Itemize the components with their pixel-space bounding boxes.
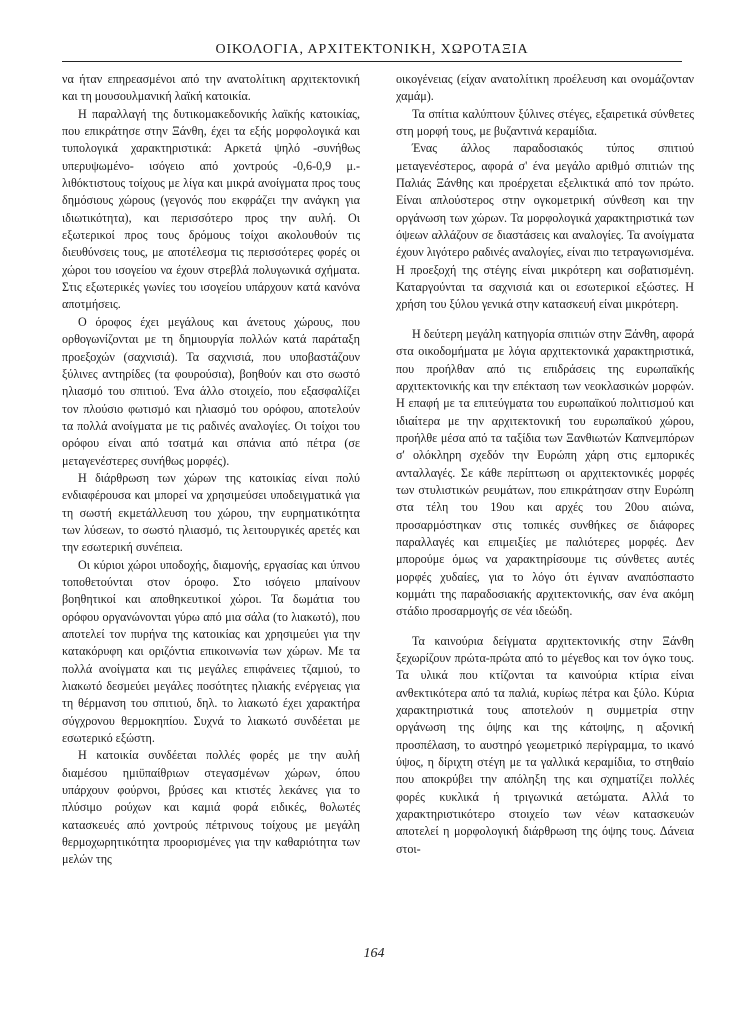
right-column (396, 71, 694, 858)
paragraph: Η δεύτερη μεγάλη κατηγορία σπιτιών στην Ξάνθη, αφορά στα οικοδομήματα με λόγια αρχιτεκτονικά χαρακτηριστικά, που προήλθαν από τις επιδράσεις της ευρωπαϊκής αρχιτεκτονικής και την επέκταση των νεοκλασικών μορφών. Η επαφή με τα επιτεύγματα του ευρωπαϊκού πολιτισμού και ιδιαίτερα με την αρχιτεκτονική του ευρωπαϊκού χώρου, προήλθε μέσα από τα ταξίδια των Ξανθιωτών Καπνεμπόρων σ' ολόκληρη σχεδόν την Ευρώπη χάρη στις εμπορικές ανταλλαγές. Σε κάθε περίπτωση οι αρχιτεκτονικές μορφές των στυλιστικών ρευμάτων, που επικράτησαν στην Ευρώπη στα τέλη του 19ου και αρχές του 20ου αιώνα, προσαρμόστηκαν στις τοπικές συνθήκες σε διάφορες παραλλαγές και επιμειξίες με παλιότερες μορφές. Δεν μπορούμε όμως να χαρακτηρίσουμε τις σύνθετες αυτές μορφές χυδαίες, για το λόγο ότι έγιναν αναπόσπαστο κομμάτι της παραδοσιακής αρχιτεκτονικής, σαν ένα ακόμη στάδιο προσαρμογής σε νέα ιδεώδη. (396, 326, 694, 619)
page-number: 164 (363, 946, 385, 961)
paragraph: Ο όροφος έχει μεγάλους και άνετους χώρους, που ορθογωνίζονται με τη δημιουργία πολλών κατά παράταξη προεξοχών (σαχνισιά). Τα σαχνισιά, που υποβαστάζουν ξύλινες αντηρίδες (τα φουρούσια), βοηθούν και στο σωστό ηλιασμό του σπιτιού. Ένα άλλο στοιχείο, που εξασφαλίζει τον πλούσιο φωτισμό και ηλιασμό του ορόφου, αποτελούν τα πολλά ανοίγματα με τις ραδινές αναλογίες. Οι τοίχοι του ορόφου είναι από τσατμά και σπάνια από πέτρα (σε μεταγενέστερες συνήθως μορφές). (62, 314, 360, 468)
paragraph: Τα καινούρια δείγματα αρχιτεκτονικής στην Ξάνθη ξεχωρίζουν πρώτα-πρώτα από το μέγεθος και τον όγκο τους. Τα υλικά που κτίζονται τα καινούρια κτίρια είναι ανθεκτικότερα από τα παλιά, κυρίως πέτρα και ξύλο. Κύρια χαρακτηριστικά τους αποτελούν η συμμετρία στην οργάνωση της όψης και της κάτοψης, η αξονική προσπέλαση, το αυστηρό γεωμετρικό περίγραμμα, το ικανό ύψος, η δίριχτη στέγη με τα γαλλικά κεραμίδια, το στηθαίο που αποκρύβει την απόληξη της και σχηματίζει πολλές φορές κυκλικά ή τριγωνικά αετώματα. Αλλά το χαρακτηριστικότερο στοιχείο των νέων κατασκευών αποτελεί η μορφολογική διάρθρωση της όψης τους. Δάνεια στοι- (396, 633, 694, 856)
paragraph: Η διάρθρωση των χώρων της κατοικίας είναι πολύ ενδιαφέρουσα και μπορεί να χρησιμεύσει υποδειγματικά για τη σωστή εκμετάλλευση του χώρου, την ευρηματικότητα των λύσεων, το σωστό ηλιασμό, τις λειτουργικές αρετές και την εσωτερική συνέπεια. (62, 470, 360, 555)
running-header: ΟΙΚΟΛΟΓΙΑ, ΑΡΧΙΤΕΚΤΟΝΙΚΗ, ΧΩΡΟΤΑΞΙΑ (215, 42, 529, 57)
paragraph: Τα σπίτια καλύπτουν ξύλινες στέγες, εξαιρετικά σύνθετες στη μορφή τους, με βυζαντινά κεραμίδια. (396, 106, 694, 139)
paragraph: Ένας άλλος παραδοσιακός τύπος σπιτιού μεταγενέστερος, αφορά σ' ένα μεγάλο αριθμό σπιτιών της Παλιάς Ξάνθης και προέρχεται εξελικτικά από τον πρώτο. Είναι απλούστερος στην ογκομετρική σύνθεση και την οργάνωση των χώρων. Τα μορφολογικά χαρακτηριστικά των όψεων αλλάζουν σε διαστάσεις και αναλογίες. Τα ανοίγματα έχουν λιγότερο ραδινές αναλογίες, είναι πιο τετραγωνισμένα. Η προεξοχή της στέγης είναι μικρότερη και σοβατισμένη. Καταργούνται τα σαχνισιά και οι εσωτερικοί εξώστες. Η χρήση του ξύλου γενικά στην κατασκευή είναι μικρότερη. (396, 141, 694, 312)
paragraph: να ήταν επηρεασμένοι από την ανατολίτικη αρχιτεκτονική και τη μουσουλμανική λαϊκή κατοικία. (62, 72, 360, 104)
left-column (62, 71, 360, 869)
paragraph: Η κατοικία συνδέεται πολλές φορές με την αυλή διαμέσου ημιϋπαίθριων στεγασμένων χώρων, όπου υπάρχουν φούρνοι, βρύσες και κτιστές λεκάνες για το πλύσιμο ρούχων και καμιά φορά ειδικές, θολωτές κατασκευές από χοντρούς πέτρινους τοίχους με μεγάλη θερμοχωρητικότητα προορισμένες για την καθαριότητα των μελών της (62, 748, 360, 867)
header-rule (62, 61, 682, 62)
paragraph: Οι κύριοι χώροι υποδοχής, διαμονής, εργασίας και ύπνου τοποθετούνται στον όροφο. Στο ισόγειο μπαίνουν βοηθητικοί και αποθηκευτικοί χώροι. Τα δωμάτια του ορόφου οργανώνονται γύρω από μια σάλα (το λιακωτό), που αποτελεί τον πυρήνα της κατοικίας και χρησιμεύει για την κατακόρυφη και οριζόντια επικοινωνία των χώρων. Με τα πολλά ανοίγματα και τις μεγάλες επιφάνειες τζαμιού, το λιακωτό δεσμεύει μεγάλες ποσότητες ηλιακής ενέργειας για τη θέρμανση του σπιτιού, δηλ. το λιακωτό έχει χαρακτήρα σύγχρονου θερμοκηπίου. Συχνά το λιακωτό συνδέεται με εσωτερικό εξώστη. (62, 557, 360, 746)
paragraph: οικογένειας (είχαν ανατολίτικη προέλευση και ονομάζονταν χαμάμ). (396, 72, 694, 104)
paragraph: Η παραλλαγή της δυτικομακεδονικής λαϊκής κατοικίας, που επικράτησε στην Ξάνθη, έχει τα εξής μορφολογικά και τυπολογικά χαρακτηριστικά: Αρκετά ψηλό -συνήθως υπερυψωμένο- ισόγειο από χοντρούς -0,6-0,9 μ.- λιθόκτιστους τοίχους με λίγα και μικρά ανοίγματα προς τους δημόσιους χώρους (γεγονός που εκφράζει την ανάγκη για ιδιωτικότητα), και περισσότερο προς την αυλή. Οι εξωτερικοί προς τους δρόμους τοίχοι ακολουθούν τις διευθύνσεις τους, με αποτέλεσμα τις περισσότερες φορές οι χώροι του ισογείου να έχουν στρεβλά πολυγωνικά σχήματα. Στις εξωτερικές γωνίες του ισογείου υπάρχουν κατά κανόνα αποτμήσεις. (62, 106, 360, 312)
